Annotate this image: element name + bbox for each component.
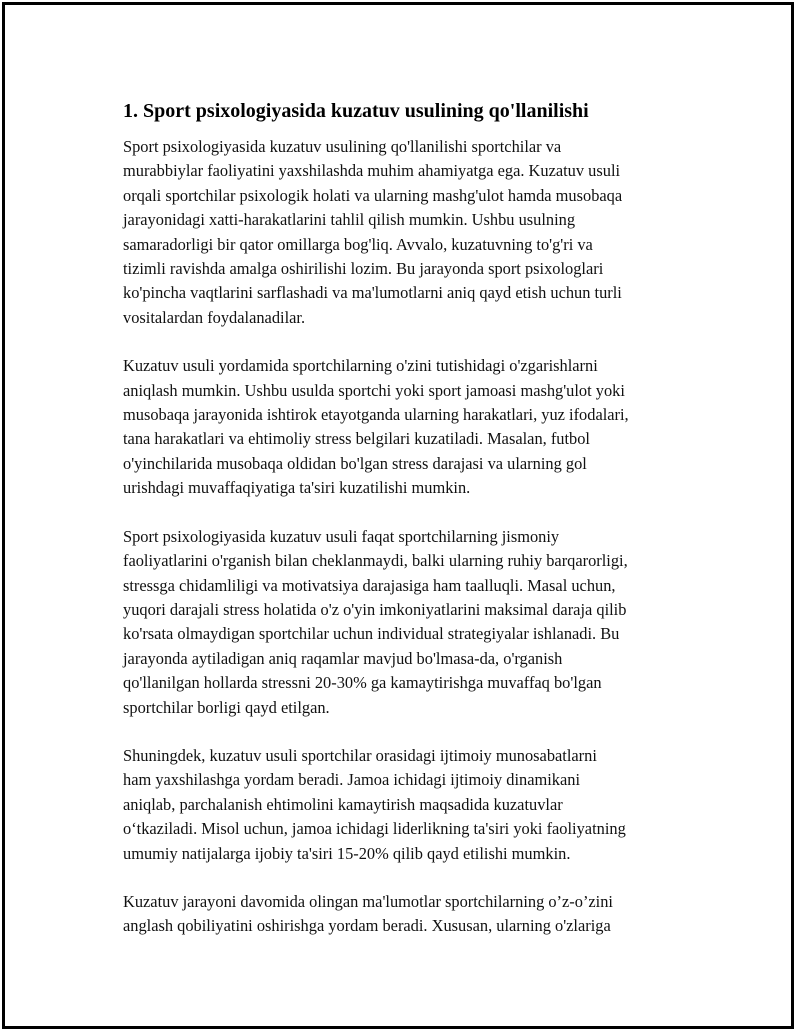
paragraph-line: Shuningdek, kuzatuv usuli sportchilar orasidagi ijtimoiy munosabatlarni <box>123 745 597 765</box>
paragraph-line: o‘tkaziladi. Misol uchun, jamoa ichidagi liderlikning ta'siri yoki faoliyatning <box>123 819 626 839</box>
paragraph-line: umumiy natijalarga ijobiy ta'siri 15-20% qilib qayd etilishi mumkin. <box>123 843 571 863</box>
paragraph-line: sportchilar borligi qayd etilgan. <box>123 697 330 717</box>
paragraph-line: aniqlash mumkin. Ushbu usulda sportchi yoki sport jamoasi mashg'ulot yoki <box>123 380 625 400</box>
paragraph-5 <box>123 890 703 939</box>
paragraph-2 <box>123 354 703 500</box>
paragraph-line: orqali sportchilar psixologik holati va ularning mashg'ulot hamda musobaqa <box>123 185 623 205</box>
paragraph-line: Sport psixologiyasida kuzatuv usuli faqat sportchilarning jismoniy <box>123 526 560 546</box>
section-heading: 1. Sport psixologiyasida kuzatuv usulining qo'llanilishi <box>123 100 589 122</box>
paragraph-line: tana harakatlari va ehtimoliy stress belgilari kuzatiladi. Masalan, futbol <box>123 429 590 449</box>
paragraph-line: ham yaxshilashga yordam beradi. Jamoa ichidagi ijtimoiy dinamikani <box>123 770 581 790</box>
paragraph-line: vositalardan foydalanadilar. <box>123 307 306 327</box>
paragraph-line: ko'rsata olmaydigan sportchilar uchun individual strategiyalar ishlanadi. Bu <box>123 624 620 644</box>
paragraph-line: faoliyatlarini o'rganish bilan cheklanmaydi, balki ularning ruhiy barqarorligi, <box>123 551 628 571</box>
paragraph-line: jarayonidagi xatti-harakatlarini tahlil qilish mumkin. Ushbu usulning <box>123 210 576 230</box>
paragraph-line: tizimli ravishda amalga oshirilishi lozim. Bu jarayonda sport psixologlari <box>123 259 604 279</box>
paragraph-line: jarayonda aytiladigan aniq raqamlar mavjud bo'lmasa-da, o'rganish <box>123 648 563 668</box>
paragraph-line: qo'llanilgan hollarda stressni 20-30% ga kamaytirishga muvaffaq bo'lgan <box>123 673 602 693</box>
paragraph-3 <box>123 525 703 720</box>
paragraph-1 <box>123 135 703 330</box>
page-frame <box>2 2 794 1029</box>
paragraph-line: o'yinchilarida musobaqa oldidan bo'lgan stress darajasi va ularning gol <box>123 453 587 473</box>
paragraph-line: yuqori darajali stress holatida o'z o'yin imkoniyatlarini maksimal daraja qilib <box>123 599 627 619</box>
paragraph-4 <box>123 744 703 866</box>
paragraph-line: Kuzatuv jarayoni davomida olingan ma'lumotlar sportchilarning o’z-o’zini <box>123 891 613 911</box>
paragraph-line: Kuzatuv usuli yordamida sportchilarning o'zini tutishidagi o'zgarishlarni <box>123 356 598 376</box>
paragraph-line: aniqlab, parchalanish ehtimolini kamaytirish maqsadida kuzatuvlar <box>123 794 563 814</box>
paragraph-line: anglash qobiliyatini oshirishga yordam beradi. Xususan, ularning o'zlariga <box>123 916 611 936</box>
paragraph-line: urishdagi muvaffaqiyatiga ta'siri kuzatilishi mumkin. <box>123 478 471 498</box>
paragraph-line: Sport psixologiyasida kuzatuv usulining qo'llanilishi sportchilar va <box>123 137 562 156</box>
document-body <box>123 97 703 963</box>
paragraph-line: stressga chidamliligi va motivatsiya darajasiga ham taalluqli. Masal uchun, <box>123 575 616 595</box>
paragraph-line: ko'pincha vaqtlarini sarflashadi va ma'lumotlarni aniq qayd etish uchun turli <box>123 283 622 303</box>
paragraph-line: musobaqa jarayonida ishtirok etayotganda ularning harakatlari, yuz ifodalari, <box>123 405 629 425</box>
paragraph-line: samaradorligi bir qator omillarga bog'liq. Avvalo, kuzatuvning to'g'ri va <box>123 234 593 254</box>
paragraph-line: murabbiylar faoliyatini yaxshilashda muhim ahamiyatga ega. Kuzatuv usuli <box>123 161 621 181</box>
